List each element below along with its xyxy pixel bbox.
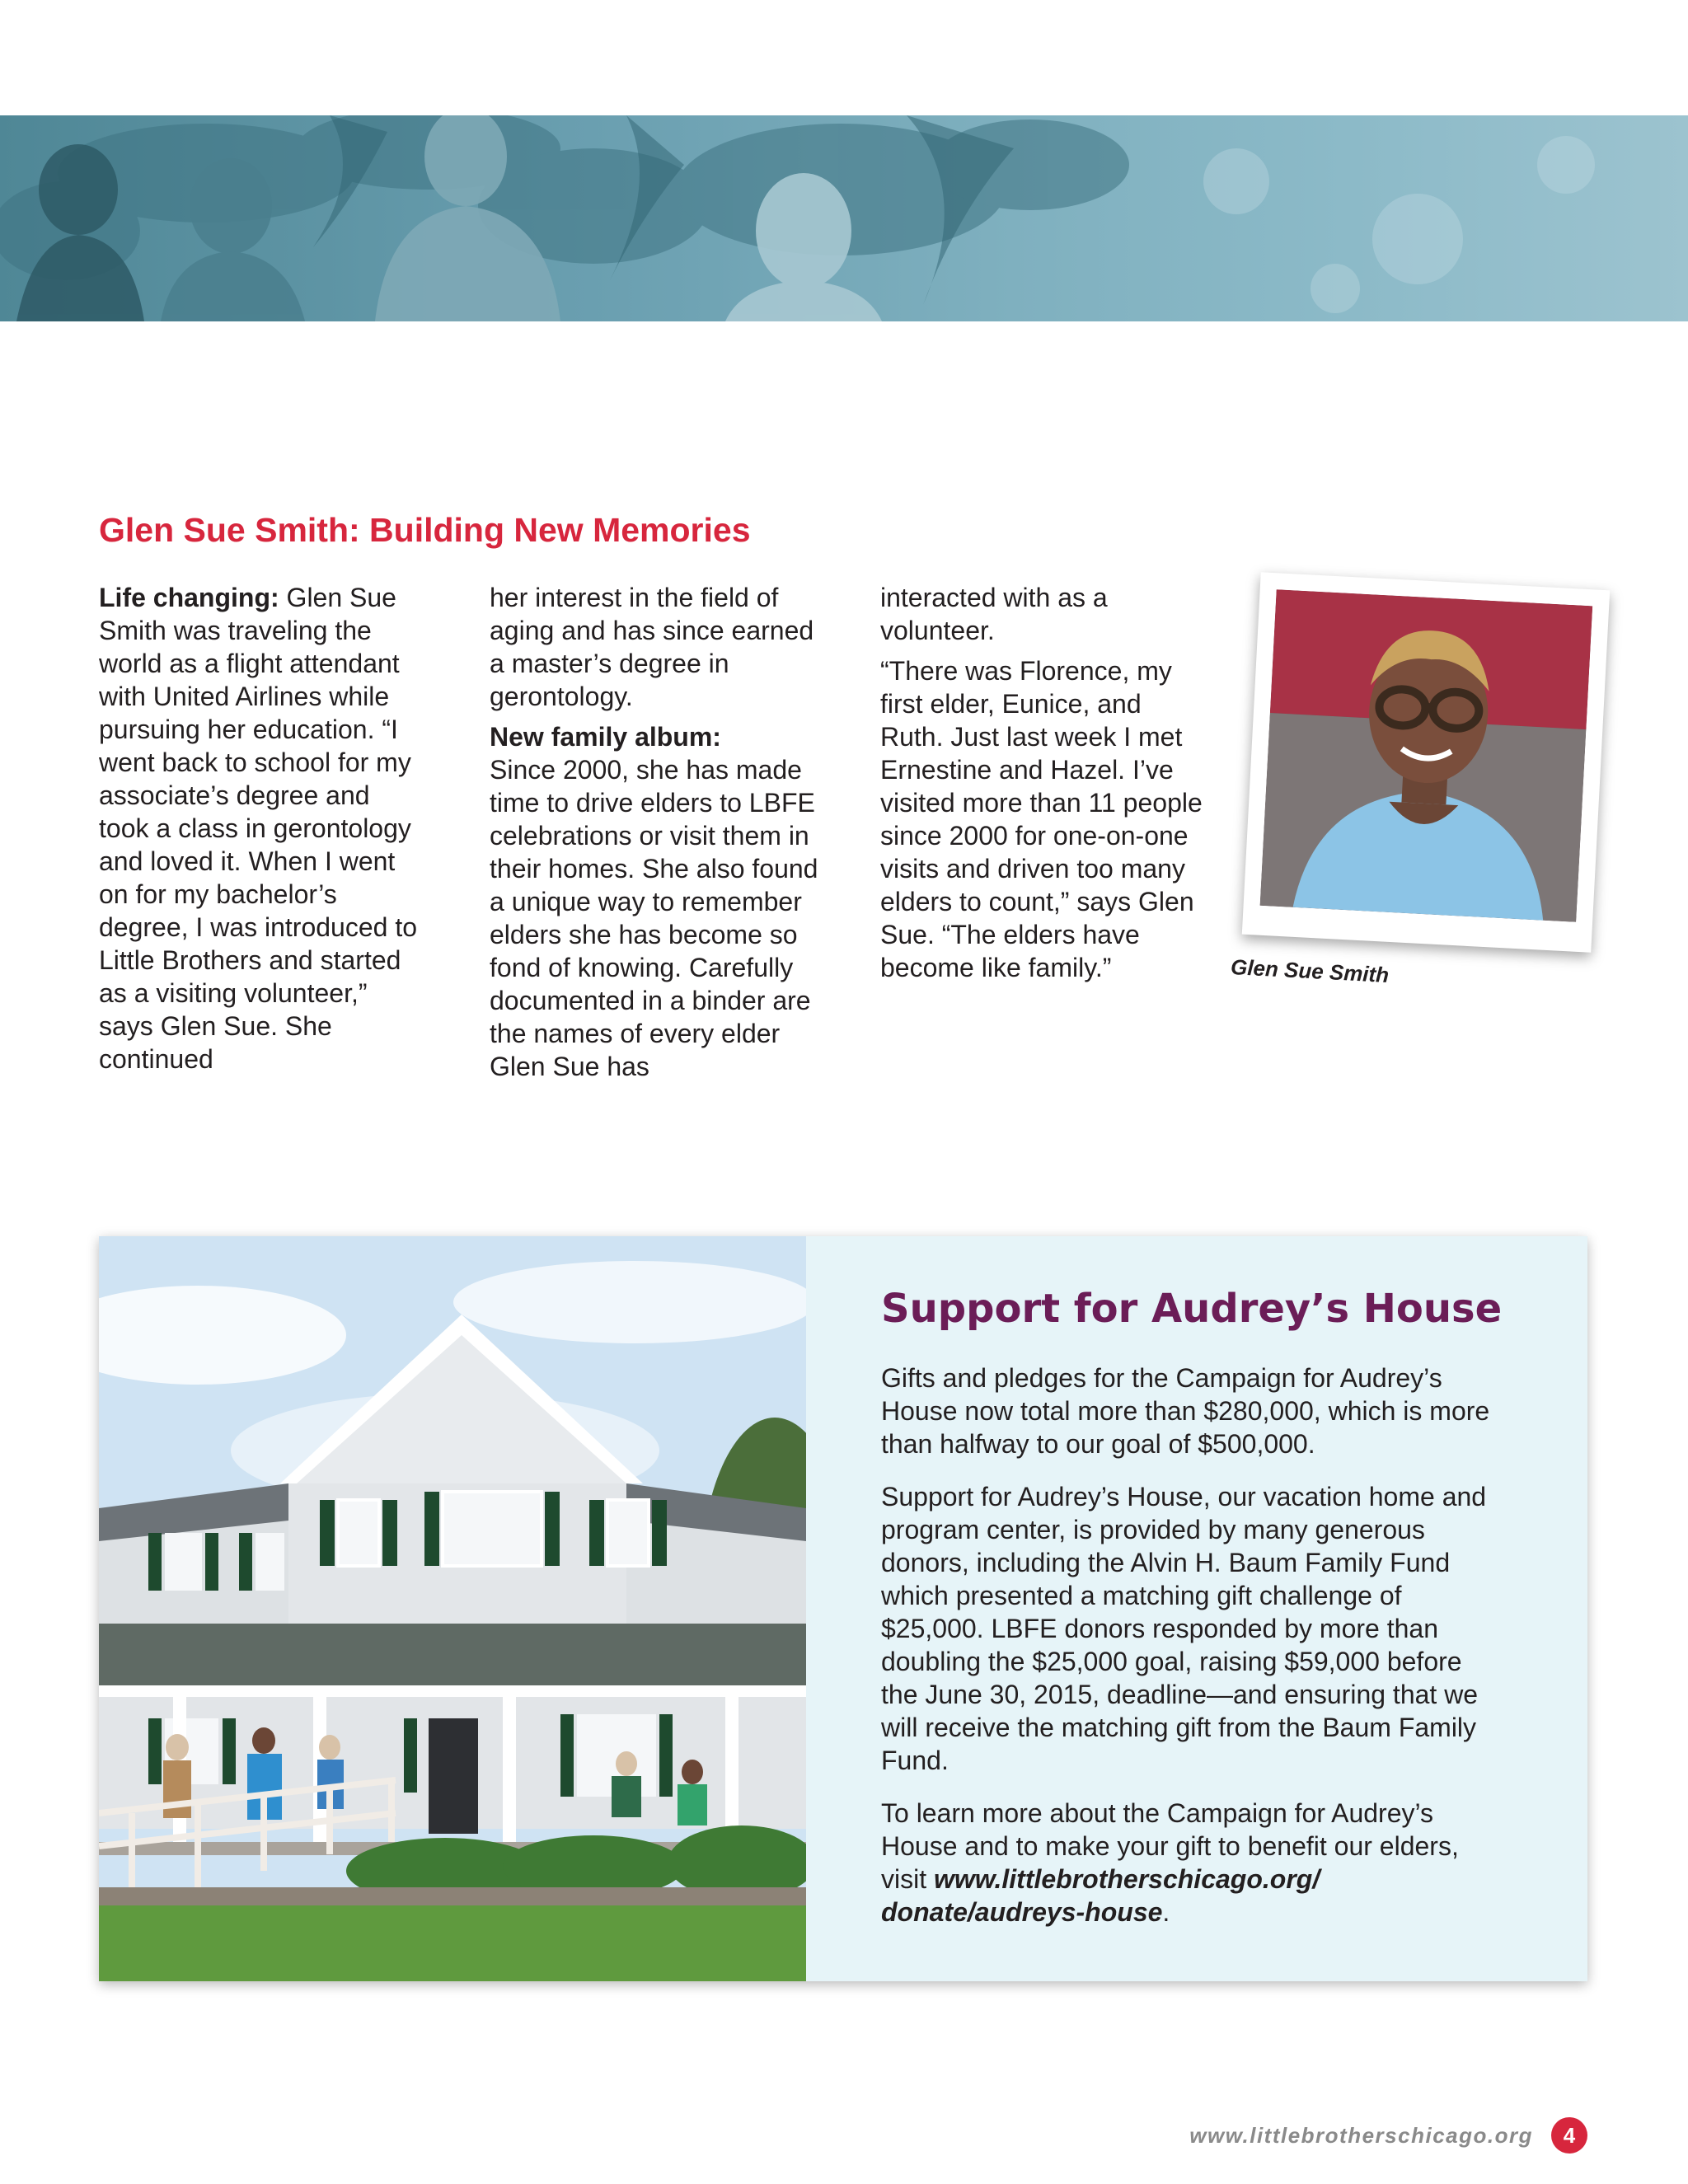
paragraph-text: Glen Sue Smith was traveling the world as a flight attendant with United Airlines while pursuing her education. “I went back to school for my associate’s degree and took a class in gerontology and loved it. When I went on for my bachelor’s degree, I was introduced to Little Brothers and started as a visiting volunteer,” says Glen Sue. She continued xyxy=(99,583,418,1074)
article-column-1 xyxy=(99,581,424,1083)
box-paragraph: Support for Audrey’s House, our vacation home and program center, is provided by many generous donors, including the Alvin H. Baum Family Fund which presented a matching gift challenge of $25,000. LBFE donors responded by more than doubling the $25,000 goal, raising $59,000 before the June 30, 2015, deadline—and ensuring that we will receive the matching gift from the Baum Family Fund. xyxy=(881,1482,1487,1775)
article-title: Glen Sue Smith: Building New Memories xyxy=(99,511,751,549)
article-paragraph: her interest in the field of aging and has since earned a master’s degree in gerontology. xyxy=(490,583,814,711)
article-paragraph: interacted with as a volunteer. xyxy=(880,583,1108,645)
lead-in-new-family-album: New family album: xyxy=(490,722,721,752)
house-photo xyxy=(99,1236,806,1981)
paragraph-text: To learn more about the Campaign for Audrey’s House and to make your gift to benefit our elders, visit xyxy=(881,1798,1459,1894)
article-column-3 xyxy=(880,581,1210,991)
lead-in-life-changing: Life changing: xyxy=(99,583,279,612)
donate-link[interactable]: www.littlebrotherschicago.org/ donate/audreys-house xyxy=(881,1864,1320,1927)
portrait-photo xyxy=(1260,589,1593,922)
box-paragraph xyxy=(881,1797,1491,1929)
paragraph-text: . xyxy=(1162,1897,1170,1927)
audreys-house-title: Support for Audrey’s House xyxy=(881,1286,1503,1332)
paragraph-text: Since 2000, she has made time to drive elders to LBFE celebrations or visit them in their homes. She also found a unique way to remember elders she has become so fond of knowing. Carefully documented in a binder are the names of every elder Glen Sue has xyxy=(490,755,818,1081)
page-number-badge: 4 xyxy=(1551,2117,1587,2154)
audreys-house-box xyxy=(99,1236,1587,1981)
article-column-2 xyxy=(490,581,819,1090)
box-paragraph: Gifts and pledges for the Campaign for Audrey’s House now total more than $280,000, which is more than halfway to our goal of $500,000. xyxy=(881,1363,1490,1459)
footer-website-link[interactable]: www.littlebrotherschicago.org xyxy=(1189,2123,1533,2148)
photo-caption: Glen Sue Smith xyxy=(1230,954,1390,988)
audreys-house-body xyxy=(881,1361,1491,1948)
article-paragraph: “There was Florence, my first elder, Eunice, and Ruth. Just last week I met Ernestine and Hazel. I’ve visited more than 11 people since 2000 for one-on-one visits and driven too many elders to count,” says Glen Sue. “The elders have become like family.” xyxy=(880,656,1203,982)
article-paragraph xyxy=(99,581,424,1076)
article-paragraph xyxy=(490,720,819,1083)
header-banner-photo xyxy=(0,115,1688,321)
portrait-photo-frame xyxy=(1242,572,1610,953)
